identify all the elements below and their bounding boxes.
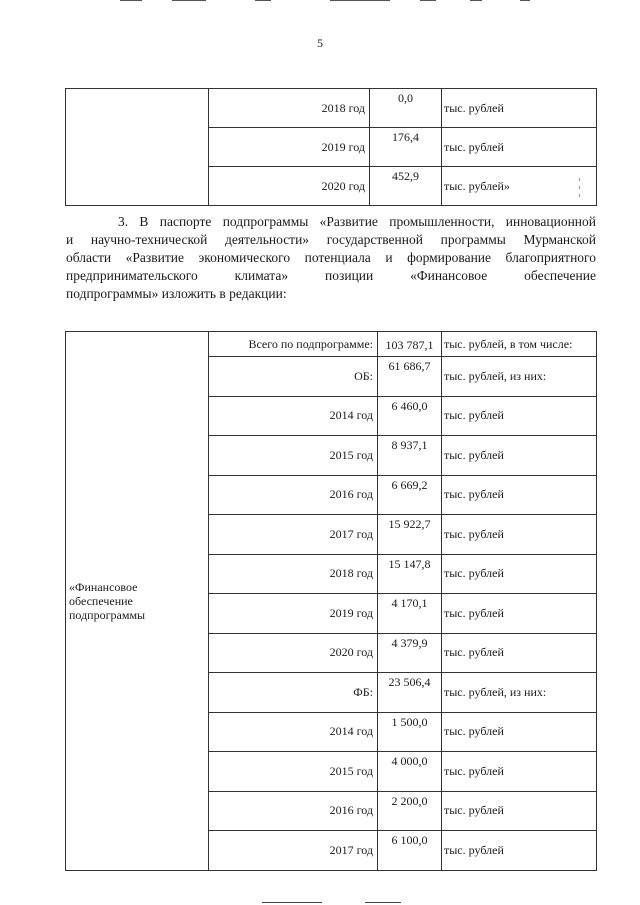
- amount-cell: 15 147,8: [378, 554, 442, 594]
- funding-table-continuation: [65, 88, 597, 206]
- unit-cell: тыс. рублей: [442, 128, 597, 167]
- amount-cell: 176,4: [370, 128, 442, 167]
- header-scan-mark: [255, 0, 271, 1]
- total-amount: 103 787,1: [378, 332, 442, 357]
- unit-cell: тыс. рублей, из них:: [442, 357, 597, 397]
- year-cell: 2019 год: [209, 128, 370, 167]
- empty-label-cell: [66, 89, 209, 206]
- year-cell: 2018 год: [209, 89, 370, 128]
- unit-cell: тыс. рублей»: [442, 167, 597, 206]
- unit-cell: тыс. рублей: [442, 475, 597, 515]
- row-label: ОБ:: [209, 357, 378, 397]
- header-scan-mark: [120, 0, 142, 1]
- header-scan-mark: [330, 0, 390, 1]
- row-label: 2017 год: [209, 831, 378, 871]
- section-label-line: обеспечение: [69, 593, 133, 608]
- unit-cell: тыс. рублей: [442, 515, 597, 555]
- row-label: 2018 год: [209, 554, 378, 594]
- scan-artifact: [579, 186, 580, 189]
- section-label-cell: [66, 332, 209, 871]
- amount-cell: 0,0: [370, 89, 442, 128]
- unit-cell: тыс. рублей: [442, 594, 597, 634]
- amount-cell: 4 170,1: [378, 594, 442, 634]
- paragraph-line: 3. В паспорте подпрограммы «Развитие промышленности, инновационной: [118, 214, 596, 229]
- row-label: 2016 год: [209, 791, 378, 831]
- row-label: 2014 год: [209, 712, 378, 752]
- row-label: 2020 год: [209, 633, 378, 673]
- table-row: [66, 332, 597, 357]
- page-number: 5: [317, 36, 323, 50]
- unit-cell: тыс. рублей: [442, 89, 597, 128]
- amount-cell: 2 200,0: [378, 791, 442, 831]
- footer-scan-mark: [262, 902, 322, 903]
- row-label: 2019 год: [209, 594, 378, 634]
- row-label: 2014 год: [209, 396, 378, 436]
- unit-cell: тыс. рублей: [442, 436, 597, 476]
- row-label: 2017 год: [209, 515, 378, 555]
- amount-cell: 452,9: [370, 167, 442, 206]
- scan-artifact: [579, 178, 580, 181]
- paragraph-line: предпринимательского климата» позиции «Финансовое обеспечение: [66, 268, 596, 283]
- amount-cell: 15 922,7: [378, 515, 442, 555]
- amount-cell: 6 100,0: [378, 831, 442, 871]
- row-label: ФБ:: [209, 673, 378, 713]
- row-label: 2015 год: [209, 436, 378, 476]
- header-scan-mark: [470, 0, 482, 1]
- amount-cell: 6 669,2: [378, 475, 442, 515]
- amount-cell: 8 937,1: [378, 436, 442, 476]
- amount-cell: 4 000,0: [378, 752, 442, 792]
- amount-cell: 1 500,0: [378, 712, 442, 752]
- unit-cell: тыс. рублей: [442, 712, 597, 752]
- year-cell: 2020 год: [209, 167, 370, 206]
- unit-cell: тыс. рублей: [442, 752, 597, 792]
- paragraph-line: области «Развитие экономического потенциала и формирование благоприятного: [66, 250, 596, 265]
- amount-cell: 23 506,4: [378, 673, 442, 713]
- unit-cell: тыс. рублей: [442, 831, 597, 871]
- row-label: 2015 год: [209, 752, 378, 792]
- unit-cell: тыс. рублей: [442, 396, 597, 436]
- row-label: 2016 год: [209, 475, 378, 515]
- unit-cell: тыс. рублей: [442, 791, 597, 831]
- header-scan-mark: [172, 0, 206, 1]
- section-label-line: подпрограммы: [69, 607, 146, 622]
- section-label-line: «Финансовое: [69, 579, 138, 594]
- header-scan-mark: [420, 0, 436, 1]
- amount-cell: 61 686,7: [378, 357, 442, 397]
- unit-cell: тыс. рублей: [442, 633, 597, 673]
- unit-cell: тыс. рублей, из них:: [442, 673, 597, 713]
- amount-cell: 6 460,0: [378, 396, 442, 436]
- funding-table-main: [65, 331, 597, 871]
- total-label: Всего по подпрограмме:: [209, 332, 378, 357]
- unit-cell: тыс. рублей: [442, 554, 597, 594]
- header-scan-mark: [520, 0, 530, 1]
- total-unit: тыс. рублей, в том числе:: [442, 332, 597, 357]
- paragraph-line: и научно-технической деятельности» государственной программы Мурманской: [66, 232, 596, 247]
- amendment-paragraph: [66, 213, 596, 303]
- amount-cell: 4 379,9: [378, 633, 442, 673]
- table-row: [66, 89, 597, 128]
- paragraph-line: подпрограммы» изложить в редакции:: [66, 286, 287, 301]
- footer-scan-mark: [365, 902, 401, 903]
- scan-artifact: [579, 194, 580, 197]
